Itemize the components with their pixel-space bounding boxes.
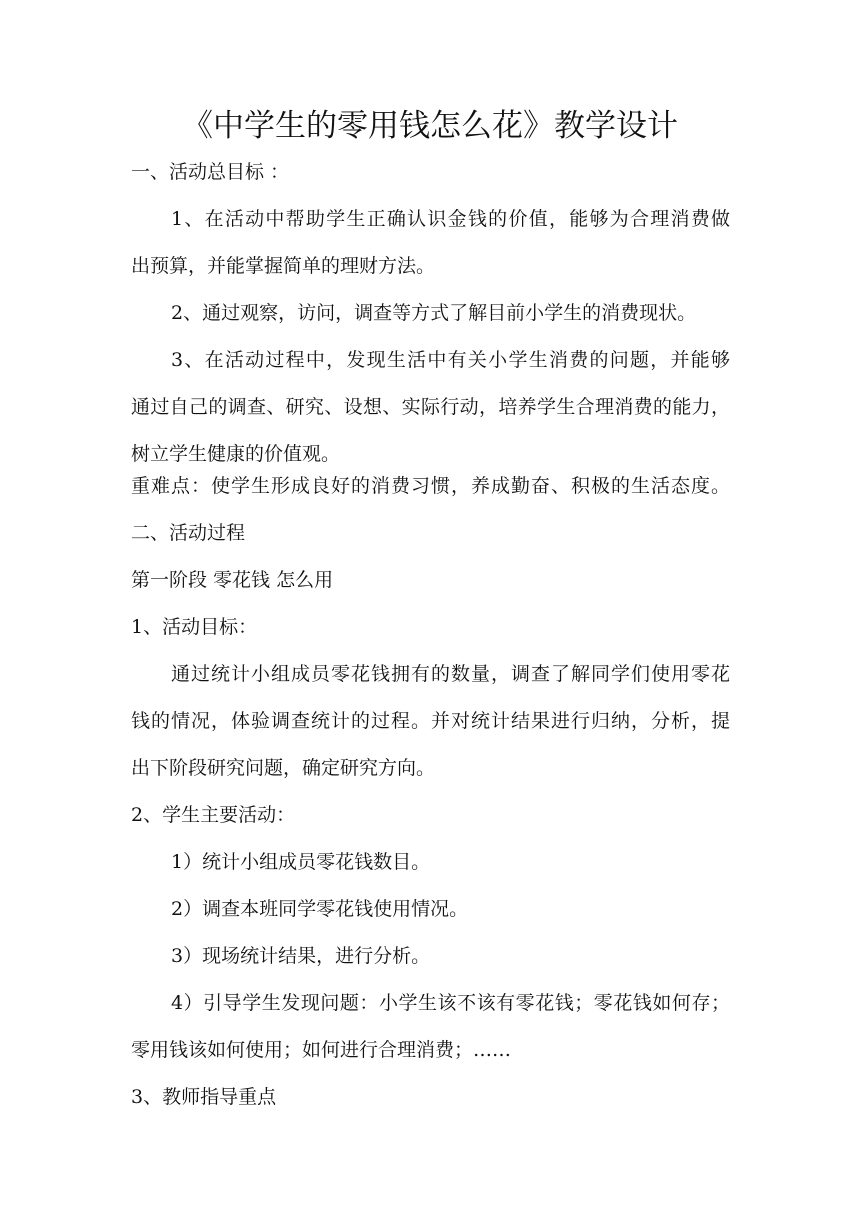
subheading-activity-goal: 1、活动目标： — [131, 616, 258, 638]
list-item: 4）引导学生发现问题：小学生该不该有零花钱；零花钱如何存； — [171, 992, 730, 1014]
list-item: 3）现场统计结果，进行分析。 — [171, 945, 431, 967]
section-heading-process: 二、活动过程 — [131, 522, 246, 544]
document-title: 《中学生的零用钱怎么花》教学设计 — [182, 108, 678, 144]
list-item: 2）调查本班同学零花钱使用情况。 — [171, 898, 469, 920]
paragraph-line: 钱的情况，体验调查统计的过程。并对统计结果进行归纳，分析，提 — [131, 710, 730, 732]
paragraph-line: 通过自己的调查、研究、设想、实际行动，培养学生合理消费的能力， — [131, 396, 730, 418]
paragraph-line: 零用钱该如何使用；如何进行合理消费；…… — [131, 1039, 512, 1061]
paragraph-line: 树立学生健康的价值观。 — [131, 443, 341, 465]
subheading-student-activities: 2、学生主要活动： — [131, 804, 296, 826]
stage-heading: 第一阶段 零花钱 怎么用 — [131, 569, 334, 591]
paragraph-line: 3、在活动过程中，发现生活中有关小学生消费的问题，并能够 — [171, 349, 730, 371]
paragraph-line: 1、在活动中帮助学生正确认识金钱的价值，能够为合理消费做 — [171, 208, 730, 230]
section-heading-goals: 一、活动总目标 ： — [131, 161, 290, 183]
paragraph-line: 出预算，并能掌握简单的理财方法。 — [131, 255, 436, 277]
list-item: 1）统计小组成员零花钱数目。 — [171, 851, 431, 873]
subheading-teacher-guidance: 3、教师指导重点 — [131, 1086, 277, 1108]
paragraph-line: 2、通过观察，访问，调查等方式了解目前小学生的消费现状。 — [171, 302, 697, 324]
paragraph-line: 通过统计小组成员零花钱拥有的数量，调查了解同学们使用零花 — [171, 663, 730, 685]
key-points-line: 重难点：使学生形成良好的消费习惯，养成勤奋、积极的生活态度。 — [131, 475, 730, 497]
paragraph-line: 出下阶段研究问题，确定研究方向。 — [131, 757, 436, 779]
